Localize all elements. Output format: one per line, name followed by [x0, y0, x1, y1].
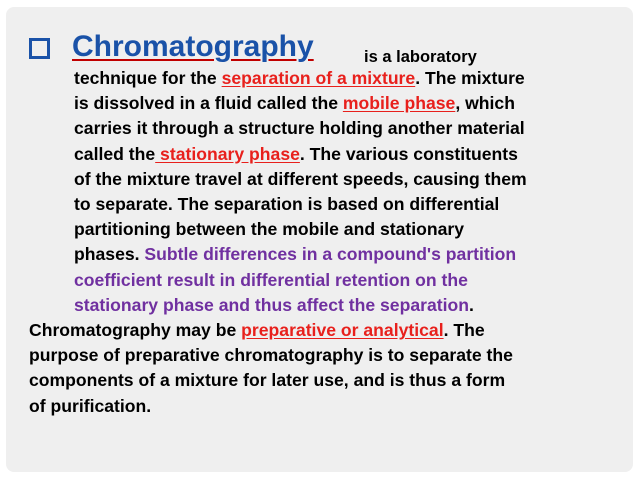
- text: technique for the: [74, 68, 222, 88]
- text: . The mixture: [415, 68, 525, 88]
- text: Chromatography may be: [29, 320, 242, 341]
- highlight-separation-of-a-mixture: separation of a mixture: [221, 68, 416, 88]
- highlight-stationary-phase: stationary phase: [155, 143, 300, 164]
- text-line: to separate. The separation is based on differential: [74, 194, 500, 215]
- text-line: carries it through a structure holding another material: [74, 118, 525, 139]
- text: is dissolved in a fluid called the: [74, 93, 343, 114]
- text-line: of purification.: [29, 395, 152, 416]
- text-line: [74, 142, 629, 167]
- slide: [6, 7, 633, 472]
- paragraph-preparative: [29, 318, 629, 419]
- purple-text-line: coefficient result in differential retention on the: [74, 269, 468, 290]
- slide-content: [29, 32, 629, 419]
- purple-text: stationary phase and thus affect the separation: [74, 294, 469, 315]
- heading-tail: is a laboratory: [364, 48, 477, 66]
- text: phases.: [74, 244, 145, 265]
- text-line: partitioning between the mobile and stationary: [74, 219, 465, 240]
- text-line: components of a mixture for later use, and is thus a form: [29, 370, 506, 391]
- text: . The various constituents: [299, 143, 518, 164]
- purple-text: Subtle differences in a compound's partition: [144, 244, 517, 265]
- text: .: [468, 294, 474, 315]
- text-line: [74, 91, 629, 116]
- text-line: [74, 293, 629, 318]
- text: , which: [455, 93, 515, 114]
- text: . The: [443, 320, 485, 341]
- heading: [29, 32, 629, 66]
- text-line: [29, 318, 629, 343]
- text: called the: [74, 143, 156, 164]
- text-line: of the mixture travel at different speeds, causing them: [74, 168, 527, 189]
- text-line: [74, 66, 629, 91]
- highlight-preparative-or-analytical: preparative or analytical: [241, 320, 444, 341]
- square-bullet-icon: [29, 38, 50, 59]
- heading-title: Chromatography: [72, 30, 314, 63]
- paragraph-definition: [29, 66, 629, 318]
- highlight-mobile-phase: mobile phase: [342, 93, 456, 114]
- text-line: [74, 242, 629, 267]
- text-line: purpose of preparative chromatography is to separate the: [29, 345, 513, 366]
